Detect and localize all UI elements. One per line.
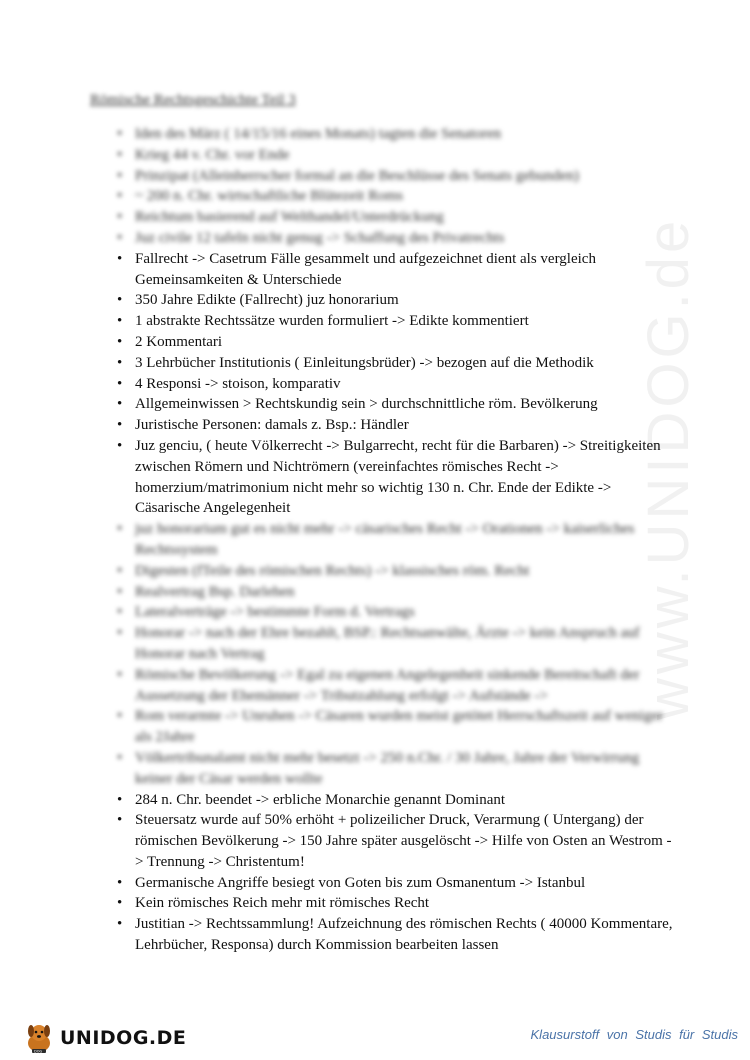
- bullet-item: • Reichtum basierend auf Welthandel/Unterdrückung: [118, 207, 678, 228]
- bullet-item: • Juz civile 12 tafeln nicht genug -> Schaffung des Privatrechts: [118, 228, 678, 249]
- unidog-logo: [20, 1018, 186, 1058]
- bullet-item: • 3 Lehrbücher Institutionis ( Einleitungsbrüder) -> bezogen auf die Methodik: [118, 353, 678, 374]
- bullet-item: • Honorar -> nach der Ehre bezahlt, BSP.: Rechtsanwälte, Ärzte -> kein Anspruch auf Honorar nach Vertrag: [118, 623, 678, 665]
- bullet-item: • Digesten (fTeile des römischen Rechts) -> klassisches röm. Recht: [118, 561, 678, 582]
- footer-tagline: Klausurstoff von Studis für Studis: [530, 1027, 738, 1042]
- bullet-item: • Iden des März ( 14/15/16 eines Monats) tagten die Senatoren: [118, 124, 678, 145]
- bullet-item: • Lateralverträge -> bestimmte Form d. Vertrags: [118, 602, 678, 623]
- bullet-item: • Justitian -> Rechtssammlung! Aufzeichnung des römischen Rechts ( 40000 Kommentare, Lehrbücher, Responsa) durch Kommission bearbeiten lassen: [118, 914, 678, 956]
- watermark-text: www.UNIDOG.de: [636, 216, 701, 720]
- bullet-item: • Krieg 44 v. Chr. vor Ende: [118, 145, 678, 166]
- bullet-item: • Juristische Personen: damals z. Bsp.: Händler: [118, 415, 678, 436]
- page-title: Römische Rechtsgeschichte Teil 3: [90, 92, 296, 108]
- bullet-item: • Realvertrag Bsp. Darlehen: [118, 582, 678, 603]
- bullet-item: • 350 Jahre Edikte (Fallrecht) juz honorarium: [118, 290, 678, 311]
- bullet-list: [118, 124, 678, 956]
- bullet-item: • Kein römisches Reich mehr mit römisches Recht: [118, 893, 678, 914]
- bullet-item: • Fallrecht -> Casetrum Fälle gesammelt und aufgezeichnet dient als vergleich Gemeinsamkeiten & Unterschiede: [118, 249, 678, 291]
- bullet-item: • 4 Responsi -> stoison, komparativ: [118, 374, 678, 395]
- bullet-item: • Völkertribunalamt nicht mehr besetzt -> 250 n.Chr. / 30 Jahre, Jahre der Verwirrung keiner der Cäsar werden wollte: [118, 748, 678, 790]
- bullet-item: • 284 n. Chr. beendet -> erbliche Monarchie genannt Dominant: [118, 790, 678, 811]
- bullet-item: • Juz genciu, ( heute Völkerrecht -> Bulgarrecht, recht für die Barbaren) -> Streitigkeiten zwischen Römern und Nichtrömern (vereinfachtes römisches Recht -> homerzium/matrimonium nicht mehr so wichtig 130 n. Chr. Ende der Edikte -> Cäsarische Angelegenheit: [118, 436, 678, 519]
- bullet-item: • Allgemeinwissen > Rechtskundig sein > durchschnittliche röm. Bevölkerung: [118, 394, 678, 415]
- bullet-item: • 1 abstrakte Rechtssätze wurden formuliert -> Edikte kommentiert: [118, 311, 678, 332]
- svg-text:DOG: DOG: [34, 1049, 43, 1054]
- bullet-item: • juz honorarium gut es nicht mehr -> cäsarisches Recht -> Orationen -> kaiserliches Rechtssystem: [118, 519, 678, 561]
- bullet-item: • 2 Kommentari: [118, 332, 678, 353]
- bullet-item: • Rom verarmte -> Unruhen -> Cäsaren wurden meist getötet Herrschaftszeit auf weniger als 2Jahre: [118, 706, 678, 748]
- bullet-item: • Steuersatz wurde auf 50% erhöht + polizeilicher Druck, Verarmung ( Untergang) der römischen Bevölkerung -> 150 Jahre später ausgelöscht -> Hilfe von Osten an Westrom -> Trennung -> Christentum!: [118, 810, 678, 872]
- bullet-item: • Römische Bevölkerung -> Egal zu eigenen Angelegenheit sinkende Bereitschaft der Aussetzung der Ehemänner -> Tributzahlung erfolgt -> Aufstände ->: [118, 665, 678, 707]
- bullet-item: • Germanische Angriffe besiegt von Goten bis zum Osmanentum -> Istanbul: [118, 873, 678, 894]
- logo-text: UNIDOG.DE: [60, 1027, 187, 1049]
- dog-logo-icon: [20, 1019, 58, 1057]
- bullet-item: • ~ 200 n. Chr. wirtschaftliche Blütezeit Roms: [118, 186, 678, 207]
- bullet-item: • Prinzipat (Alleinherrscher formal an die Beschlüsse des Senats gebunden): [118, 166, 678, 187]
